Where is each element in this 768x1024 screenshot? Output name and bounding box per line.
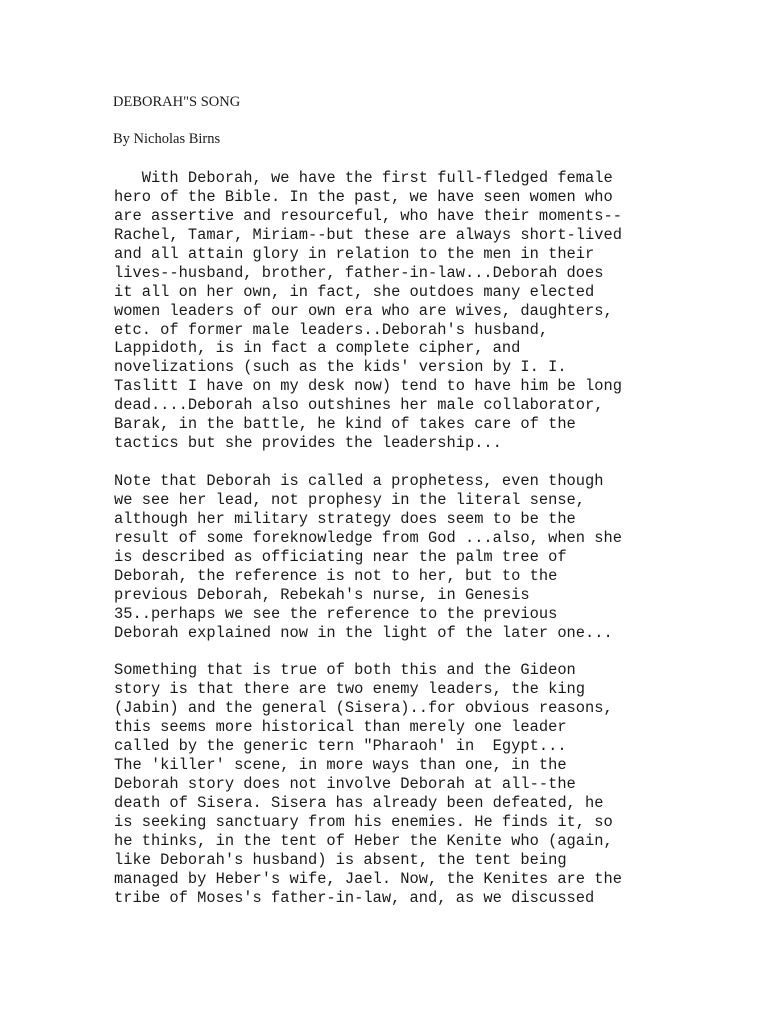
- text-line: women leaders of our own era who are wives, daughters,: [114, 301, 613, 320]
- text-line: The 'killer' scene, in more ways than one, in the: [114, 756, 567, 775]
- text-line: Deborah story does not involve Deborah at all--the: [114, 775, 576, 793]
- text-line: Taslitt I have on my desk now) tend to have him be long: [114, 377, 622, 396]
- paragraph: [114, 661, 714, 907]
- text-line: and all attain glory in relation to the men in their: [114, 244, 595, 263]
- text-line: Deborah, the reference is not to her, but to the: [114, 566, 558, 585]
- text-line: novelizations (such as the kids' version by I. I.: [114, 358, 567, 377]
- text-line: although her military strategy does seem to be the: [114, 509, 576, 528]
- text-line: tribe of Moses's father-in-law, and, as we discussed: [114, 888, 595, 907]
- text-line: is described as officiating near the palm tree of: [114, 547, 567, 566]
- text-line: he thinks, in the tent of Heber the Kenite who (again,: [114, 831, 613, 850]
- text-line: it all on her own, in fact, she outdoes many elected: [114, 282, 595, 301]
- text-line: etc. of former male leaders..Deborah's husband,: [114, 320, 549, 339]
- text-line: previous Deborah, Rebekah's nurse, in Genesis: [114, 585, 530, 604]
- text-line: managed by Heber's wife, Jael. Now, the Kenites are the: [114, 869, 622, 888]
- paragraph: [114, 169, 714, 453]
- text-line: tactics but she provides the leadership...: [114, 434, 502, 453]
- text-line: With Deborah, we have the first full-fledged female: [114, 169, 613, 187]
- text-line: are assertive and resourceful, who have their moments--: [114, 206, 622, 225]
- text-line: (Jabin) and the general (Sisera)..for obvious reasons,: [114, 699, 613, 718]
- text-line: Rachel, Tamar, Miriam--but these are always short-lived: [114, 225, 622, 244]
- text-line: lives--husband, brother, father-in-law...Deborah does: [114, 263, 604, 282]
- text-line: story is that there are two enemy leaders, the king: [114, 680, 586, 699]
- text-line: we see her lead, not prophesy in the literal sense,: [114, 490, 586, 509]
- document-body: [114, 169, 714, 927]
- text-line: death of Sisera. Sisera has already been defeated, he: [114, 793, 604, 812]
- text-line: called by the generic tern "Pharaoh' in Egypt...: [114, 737, 567, 756]
- text-line: Barak, in the battle, he kind of takes care of the: [114, 415, 576, 434]
- text-line: Deborah explained now in the light of the later one...: [114, 623, 613, 642]
- document-title: DEBORAH"S SONG: [113, 94, 241, 110]
- text-line: Note that Deborah is called a prophetess, even though: [114, 472, 604, 490]
- text-line: Lappidoth, is in fact a complete cipher, and: [114, 339, 521, 358]
- text-line: 35..perhaps we see the reference to the previous: [114, 604, 558, 623]
- text-line: Something that is true of both this and the Gideon: [114, 661, 576, 680]
- paragraph: [114, 472, 714, 642]
- text-line: is seeking sanctuary from his enemies. He finds it, so: [114, 812, 613, 831]
- text-line: like Deborah's husband) is absent, the tent being: [114, 850, 567, 869]
- document-byline: By Nicholas Birns: [113, 131, 221, 147]
- text-line: hero of the Bible. In the past, we have seen women who: [114, 187, 613, 206]
- text-line: dead....Deborah also outshines her male collaborator,: [114, 396, 604, 415]
- text-line: result of some foreknowledge from God ...also, when she: [114, 528, 622, 547]
- text-line: this seems more historical than merely one leader: [114, 718, 567, 737]
